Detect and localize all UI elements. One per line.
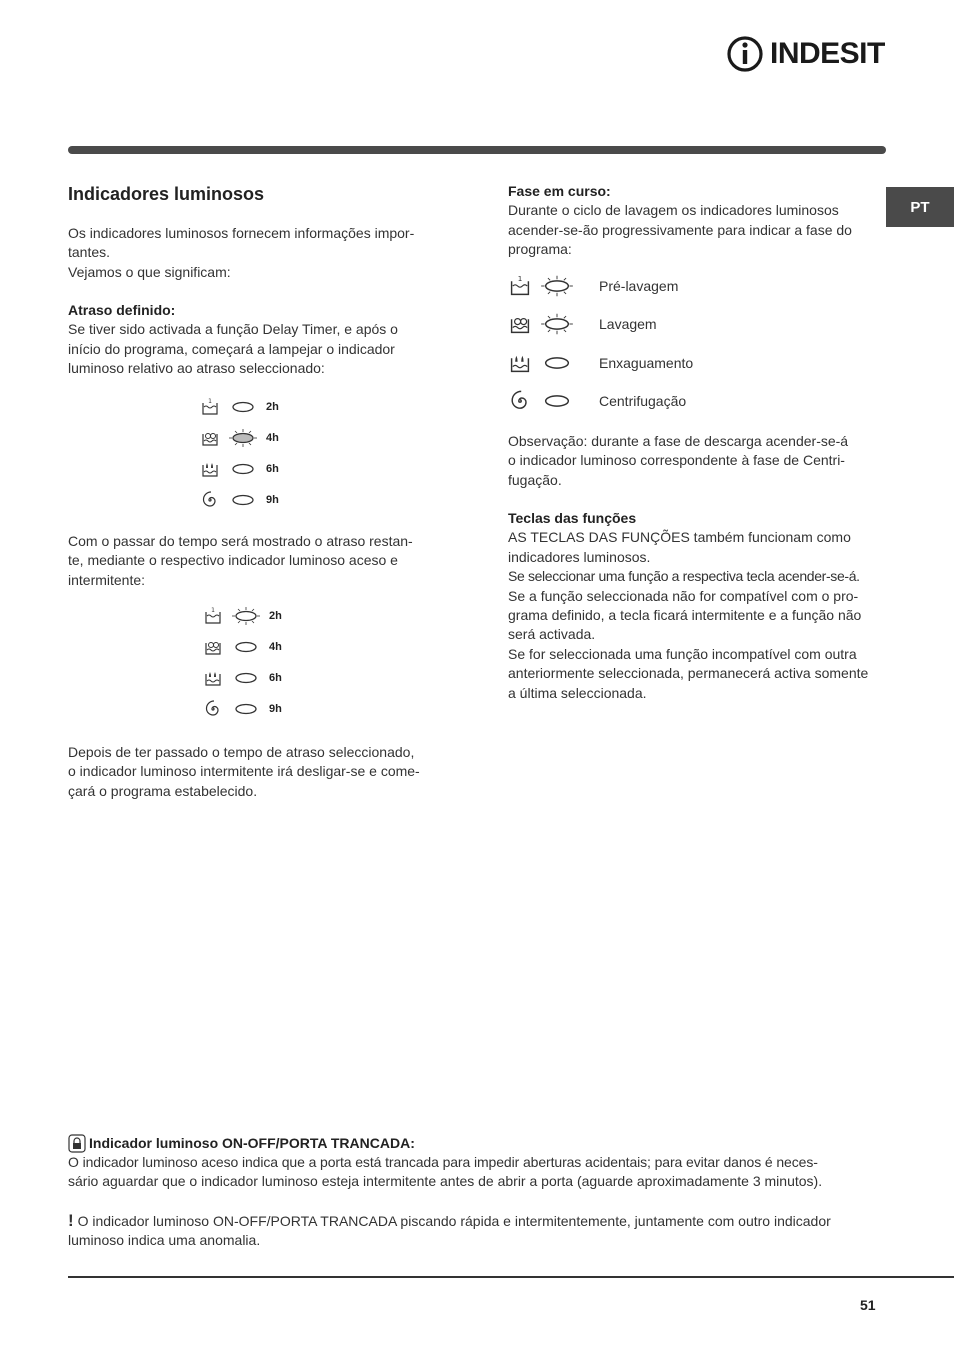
led-off-icon	[231, 699, 261, 719]
delay-row-4h: 4h	[200, 426, 279, 450]
phase-item-wash: Lavagem	[508, 310, 768, 338]
prewash-icon	[200, 397, 220, 417]
led-blinking-icon	[231, 606, 261, 626]
phase-note-paragraph: Observação: durante a fase de descarga acender-se-á o indicador luminoso correspondente à fase de Centri- fugação.	[508, 433, 849, 488]
delay-middle-paragraph: Com o passar do tempo será mostrado o atraso restan- te, mediante o respectivo indicador luminoso aceso e intermitente:	[68, 533, 413, 588]
spin-icon	[200, 490, 220, 510]
intro-paragraph: Os indicadores luminosos fornecem informações impor- tantes. Vejamos o que significam:	[68, 225, 415, 280]
delay-row-9h: 9h	[203, 697, 282, 721]
prewash-icon	[508, 274, 532, 298]
function-keys-paragraph: Teclas das funções AS TECLAS DAS FUNÇÕES também funcionam como indicadores luminosos. Se seleccionar uma função a respectiva tecla acender-se-á. Se a função seleccionada não for compatível com o pro- grama definido, a tecla ficará intermitente e a função não será activada. Se for seleccionada uma função incompatível com outra anteriormente seleccionada, permanecerá activa somente a última seleccionada.	[508, 509, 878, 703]
delay-row-4h: 4h	[203, 635, 282, 659]
page-number: 51	[860, 1297, 876, 1313]
phase-heading: Fase em curso:	[508, 183, 611, 199]
door-lock-heading: Indicador luminoso ON-OFF/PORTA TRANCADA:	[68, 1133, 888, 1153]
header-rule	[68, 146, 886, 154]
door-lock-section: Indicador luminoso ON-OFF/PORTA TRANCADA: O indicador luminoso aceso indica que a porta está trancada para impedir aberturas acidentais; para evitar danos é neces- sário aguardar que o indicador luminoso esteja intermitente antes de abrir a porta (aguarde aproximadamente 3 minutos). ! O indicador luminoso ON-OFF/PORTA TRANCADA piscando rápida e intermitentemente, juntamente com outro indicador luminoso indica uma anomalia.	[68, 1133, 888, 1251]
delay-row-2h: 1 2h	[203, 604, 282, 628]
wash-icon	[203, 637, 223, 657]
wash-icon	[200, 428, 220, 448]
delay-row-6h: 6h	[203, 666, 282, 690]
led-blinking-icon	[228, 428, 258, 448]
lock-icon	[68, 1133, 86, 1153]
brand-logo-icon	[726, 34, 766, 74]
led-off-icon	[228, 459, 258, 479]
spin-icon	[203, 699, 223, 719]
language-tab: PT	[886, 187, 954, 227]
svg-text:1: 1	[211, 607, 215, 614]
footer-rule	[68, 1276, 954, 1278]
brand-logo	[726, 34, 888, 74]
wash-icon	[508, 312, 532, 336]
prewash-icon	[203, 606, 223, 626]
rinse-icon	[200, 459, 220, 479]
phase-paragraph: Fase em curso: Durante o ciclo de lavagem os indicadores luminosos acender-se-ão progressivamente para indicar a fase do programa:	[508, 182, 878, 260]
phase-item-rinse: Enxaguamento	[508, 349, 768, 377]
section-title: Indicadores luminosos	[68, 184, 265, 204]
svg-text:1: 1	[208, 398, 212, 405]
led-off-icon	[228, 397, 258, 417]
rinse-icon	[508, 351, 532, 375]
led-off-icon	[231, 668, 261, 688]
led-off-icon	[231, 637, 261, 657]
delay-row-9h: 9h	[200, 488, 279, 512]
spin-icon	[508, 389, 532, 413]
delay-row-2h: 1 2h	[200, 395, 279, 419]
warning-mark: !	[68, 1210, 74, 1230]
phase-item-spin: Centrifugação	[508, 387, 768, 415]
delay-end-paragraph: Depois de ter passado o tempo de atraso seleccionado, o indicador luminoso intermitente irá desligar-se e come- çará o programa estabelecido.	[68, 744, 420, 799]
led-blinking-icon	[540, 274, 574, 298]
phase-item-prewash: 1 Pré-lavagem	[508, 272, 768, 300]
delay-paragraph: Atraso definido: Se tiver sido activada a função Delay Timer, e após o início do programa, começará a lampejar o indicador luminoso relativo ao atraso seleccionado:	[68, 301, 440, 379]
led-off-icon	[540, 389, 574, 413]
led-off-icon	[540, 351, 574, 375]
rinse-icon	[203, 668, 223, 688]
led-blinking-icon	[540, 312, 574, 336]
svg-text:1: 1	[517, 274, 523, 284]
led-off-icon	[228, 490, 258, 510]
delay-row-6h: 6h	[200, 457, 279, 481]
delay-heading: Atraso definido:	[68, 302, 176, 318]
function-keys-heading: Teclas das funções	[508, 510, 637, 526]
brand-name: INDESIT	[770, 37, 885, 70]
warning-line: ! O indicador luminoso ON-OFF/PORTA TRANCADA piscando rápida e intermitentemente, juntamente com outro indicador	[68, 1210, 831, 1230]
